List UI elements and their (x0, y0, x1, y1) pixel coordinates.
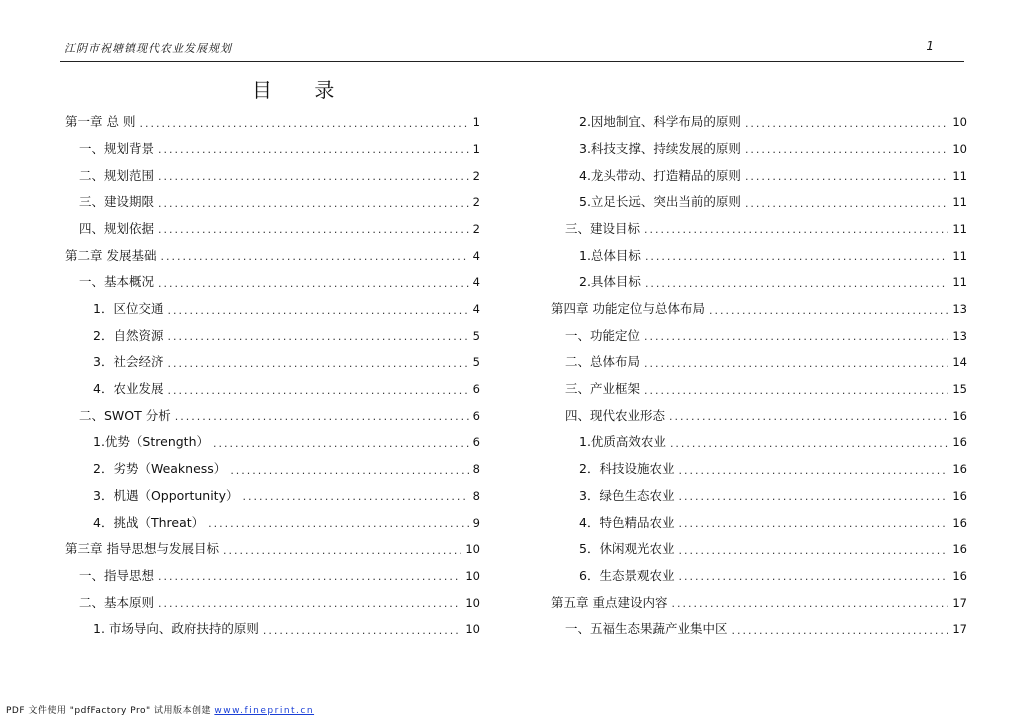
toc-entry[interactable] (551, 270, 967, 297)
toc-entry-label: 4．农业发展 (93, 381, 164, 397)
toc-entry-label: 2．自然资源 (93, 327, 164, 343)
toc-leader-dots (745, 198, 948, 209)
toc-entry-page: 6 (472, 435, 480, 450)
toc-entry[interactable] (551, 564, 967, 591)
toc-entry-label: 1.优势（Strength） (93, 434, 209, 450)
toc-leader-dots (745, 144, 948, 155)
toc-entry-label: 1.总体目标 (579, 247, 641, 263)
toc-leader-dots (678, 491, 948, 502)
toc-entry-page: 13 (952, 302, 967, 316)
toc-entry-page: 5 (472, 355, 480, 370)
toc-entry-page: 16 (952, 488, 967, 503)
toc-entry-label: 4．挑战（Threat） (93, 514, 205, 530)
toc-entry[interactable] (65, 163, 480, 190)
toc-entry[interactable] (551, 163, 967, 190)
toc-entry-label: 一、五福生态果蔬产业集中区 (565, 621, 728, 637)
toc-entry-page: 11 (952, 168, 967, 183)
toc-leader-dots (160, 251, 468, 262)
toc-entry[interactable] (551, 430, 967, 457)
toc-entry-page: 10 (465, 542, 480, 557)
toc-entry-label: 三、产业框架 (565, 381, 641, 397)
toc-entry[interactable] (65, 457, 480, 484)
footer-link[interactable]: www.fineprint.cn (214, 706, 315, 716)
toc-entry-page: 8 (472, 488, 480, 503)
toc-leader-dots (644, 358, 948, 369)
toc-entry[interactable] (65, 243, 480, 270)
toc-entry-page: 16 (952, 568, 967, 583)
toc-entry-page: 8 (472, 462, 480, 477)
toc-entry[interactable] (65, 590, 480, 617)
toc-entry[interactable] (551, 110, 967, 137)
toc-entry[interactable] (65, 350, 480, 377)
toc-leader-dots (213, 438, 469, 449)
toc-entry-page: 6 (472, 382, 480, 397)
toc-column-left (65, 110, 480, 644)
toc-leader-dots (175, 411, 469, 422)
toc-leader-dots (678, 465, 948, 476)
toc-entry-label: 6．生态景观农业 (579, 567, 675, 583)
toc-leader-dots (158, 171, 469, 182)
toc-entry-page: 6 (472, 408, 480, 423)
toc-entry-page: 2 (472, 195, 480, 210)
toc-entry[interactable] (551, 484, 967, 511)
toc-entry[interactable] (551, 404, 967, 431)
toc-entry-label: 3．绿色生态农业 (579, 487, 675, 503)
toc-entry-page: 16 (952, 435, 967, 450)
toc-leader-dots (158, 198, 469, 209)
toc-entry[interactable] (65, 404, 480, 431)
toc-leader-dots (158, 598, 461, 609)
toc-entry[interactable] (65, 484, 480, 511)
toc-entry[interactable] (65, 537, 480, 564)
toc-entry-label: 四、现代农业形态 (565, 407, 666, 423)
toc-entry-page: 16 (952, 462, 967, 477)
toc-entry-label: 第二章 发展基础 (65, 247, 157, 263)
toc-entry-page: 11 (952, 275, 967, 290)
toc-entry-label: 二、总体布局 (565, 354, 641, 370)
toc-leader-dots (645, 278, 948, 289)
toc-leader-dots (678, 545, 948, 556)
toc-entry[interactable] (551, 297, 967, 324)
toc-entry-label: 二、基本原则 (79, 594, 155, 610)
toc-entry-label: 1.优质高效农业 (579, 434, 666, 450)
toc-leader-dots (644, 224, 948, 235)
toc-entry[interactable] (65, 137, 480, 164)
toc-entry-label: 二、SWOT 分析 (79, 407, 171, 423)
toc-entry-label: 三、建设期限 (79, 194, 155, 210)
pdf-footer (6, 703, 314, 716)
toc-column-right (551, 110, 967, 644)
toc-entry[interactable] (551, 217, 967, 244)
toc-leader-dots (223, 545, 461, 556)
toc-leader-dots (208, 518, 469, 529)
toc-entry-label: 第三章 指导思想与发展目标 (65, 541, 219, 557)
toc-leader-dots (669, 411, 948, 422)
toc-entry-page: 10 (465, 568, 480, 583)
toc-entry-label: 第四章 功能定位与总体布局 (551, 301, 705, 316)
toc-entry-label: 第五章 重点建设内容 (551, 594, 668, 610)
toc-title: 目 录 (252, 78, 353, 102)
toc-entry-page: 17 (952, 622, 967, 637)
toc-entry-page: 16 (952, 408, 967, 423)
toc-leader-dots (158, 571, 461, 582)
toc-entry[interactable] (65, 430, 480, 457)
toc-entry-page: 16 (952, 515, 967, 530)
toc-entry-page: 4 (472, 302, 480, 316)
toc-entry[interactable] (551, 457, 967, 484)
toc-entry-label: 一、基本概况 (79, 274, 155, 290)
toc-entry-page: 2 (472, 221, 480, 236)
toc-leader-dots (167, 358, 468, 369)
toc-leader-dots (263, 625, 461, 636)
toc-entry-page: 5 (472, 328, 480, 343)
toc-entry-label: 三、建设目标 (565, 220, 641, 236)
toc-entry-page: 10 (465, 622, 480, 637)
toc-entry[interactable] (551, 190, 967, 217)
toc-leader-dots (158, 224, 469, 235)
toc-entry-page: 16 (952, 542, 967, 557)
toc-entry-page: 10 (952, 115, 967, 130)
toc-entry[interactable] (551, 243, 967, 270)
toc-leader-dots (242, 491, 468, 502)
toc-leader-dots (158, 144, 469, 155)
toc-entry-page: 1 (472, 141, 480, 156)
toc-entry-page: 11 (952, 221, 967, 236)
toc-entry-label: 5．休闲观光农业 (579, 541, 675, 557)
toc-entry-page: 17 (952, 595, 967, 610)
toc-leader-dots (645, 251, 948, 262)
toc-entry[interactable] (551, 510, 967, 537)
toc-entry-page: 2 (472, 168, 480, 183)
toc-entry-label: 5.立足长远、突出当前的原则 (579, 194, 741, 210)
toc-entry[interactable] (65, 377, 480, 404)
toc-entry-label: 2．劣势（Weakness） (93, 461, 227, 477)
toc-leader-dots (167, 331, 468, 342)
toc-leader-dots (167, 305, 468, 316)
toc-leader-dots (670, 438, 948, 449)
page-number: 1 (926, 39, 934, 53)
toc-leader-dots (230, 465, 468, 476)
toc-entry-label: 一、指导思想 (79, 567, 155, 583)
toc-entry[interactable] (551, 324, 967, 351)
toc-entry[interactable] (65, 270, 480, 297)
footer-text: PDF 文件使用 "pdfFactory Pro" 试用版本创建 (6, 706, 215, 716)
toc-leader-dots (139, 118, 468, 129)
toc-entry[interactable] (551, 590, 967, 617)
toc-entry-label: 四、规划依据 (79, 220, 155, 236)
toc-entry[interactable] (65, 510, 480, 537)
toc-entry[interactable] (65, 110, 480, 137)
toc-entry-label: 1. 市场导向、政府扶持的原则 (93, 621, 259, 637)
toc-leader-dots (709, 305, 948, 316)
toc-entry-label: 4.龙头带动、打造精品的原则 (579, 167, 741, 183)
toc-entry-page: 9 (472, 515, 480, 530)
toc-entry[interactable] (65, 217, 480, 244)
document-title: 江阴市祝塘镇现代农业发展规划 (64, 42, 232, 55)
toc-leader-dots (644, 385, 948, 396)
toc-entry[interactable] (551, 537, 967, 564)
toc-entry-page: 4 (472, 275, 480, 290)
page-header (60, 38, 964, 62)
toc-entry[interactable] (551, 377, 967, 404)
toc-leader-dots (745, 118, 948, 129)
toc-entry-label: 2．科技设施农业 (579, 461, 675, 477)
toc-leader-dots (678, 571, 948, 582)
toc-entry-page: 13 (952, 328, 967, 343)
toc-entry[interactable] (551, 137, 967, 164)
toc-leader-dots (671, 598, 948, 609)
toc-leader-dots (678, 518, 948, 529)
toc-entry[interactable] (65, 324, 480, 351)
toc-leader-dots (158, 278, 469, 289)
toc-entry[interactable] (65, 564, 480, 591)
toc-entry-label: 一、规划背景 (79, 140, 155, 156)
toc-leader-dots (732, 625, 949, 636)
toc-leader-dots (745, 171, 948, 182)
toc-entry[interactable] (65, 190, 480, 217)
toc-entry-page: 10 (952, 141, 967, 156)
toc-entry-page: 11 (952, 195, 967, 210)
toc-entry[interactable] (65, 297, 480, 324)
toc-leader-dots (644, 331, 948, 342)
toc-entry-label: 4．特色精品农业 (579, 514, 675, 530)
toc-entry-label: 3．社会经济 (93, 354, 164, 370)
toc-entry[interactable] (551, 350, 967, 377)
toc-entry-label: 3.科技支撑、持续发展的原则 (579, 140, 741, 156)
toc-entry-page: 4 (472, 248, 480, 263)
toc-entry-label: 一、功能定位 (565, 327, 641, 343)
toc-entry-page: 10 (465, 595, 480, 610)
toc-entry-label: 第一章 总 则 (65, 114, 136, 130)
toc-leader-dots (167, 385, 468, 396)
toc-entry-page: 11 (952, 248, 967, 263)
toc-entry-page: 1 (472, 115, 480, 130)
toc-entry-label: 3．机遇（Opportunity） (93, 487, 239, 503)
toc-entry[interactable] (65, 617, 480, 644)
toc-entry-label: 1．区位交通 (93, 301, 164, 316)
toc-entry-page: 15 (952, 382, 967, 397)
toc-entry-label: 2.具体目标 (579, 274, 641, 290)
toc-entry-label: 二、规划范围 (79, 167, 155, 183)
toc-entry-page: 14 (952, 355, 967, 370)
toc-entry[interactable] (551, 617, 967, 644)
toc-entry-label: 2.因地制宜、科学布局的原则 (579, 114, 741, 130)
